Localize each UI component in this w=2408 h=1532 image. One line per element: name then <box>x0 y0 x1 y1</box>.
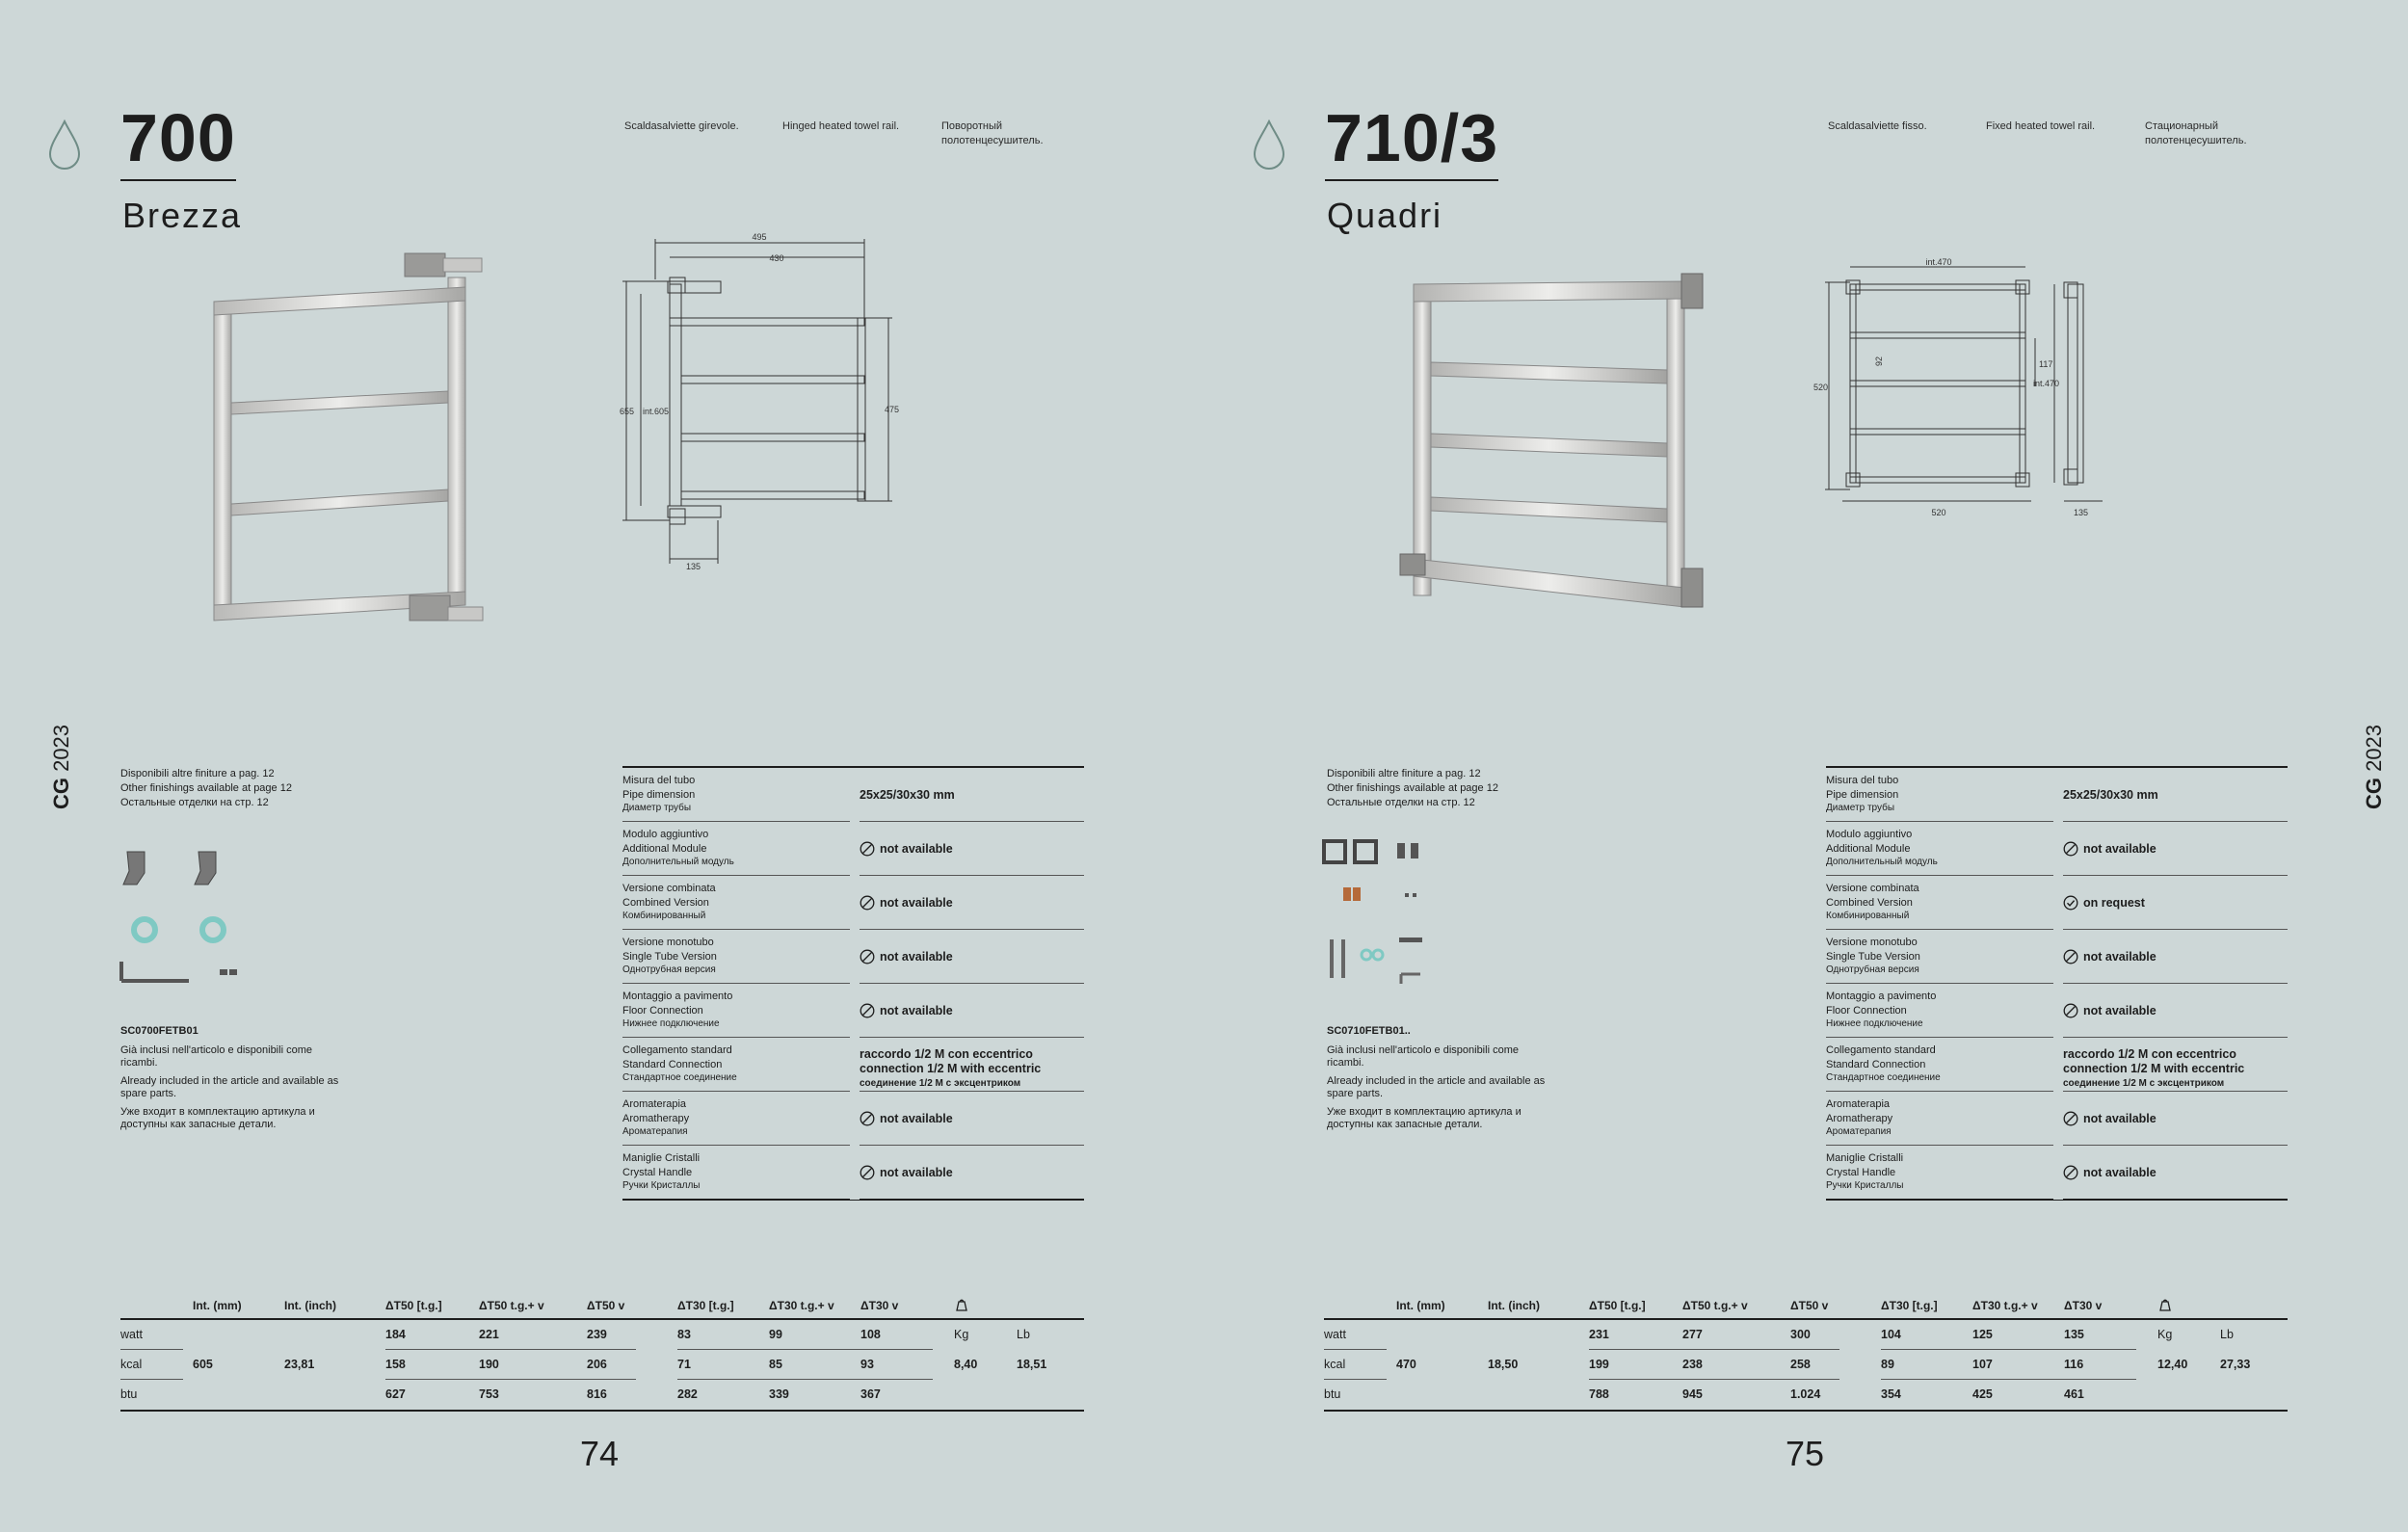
spec-label: Montaggio a pavimento Floor Connection Нижнее подключение <box>1826 991 1937 1029</box>
finishes-note: Disponibili altre finiture a pag. 12 Other finishings available at page 12 Остальные отделки на стр. 12 <box>1327 768 1498 808</box>
spec-row <box>622 1146 1084 1201</box>
kg-label: Kg <box>2157 1328 2173 1341</box>
weight-kg: 12,40 <box>2157 1358 2188 1371</box>
spec-value: not available <box>860 882 1084 924</box>
spec-row <box>622 930 1084 984</box>
table-cell: 231 <box>1589 1328 1609 1341</box>
column-header: ΔT50 v <box>587 1299 625 1312</box>
spec-label: Maniglie Cristalli Crystal Handle Ручки Кристаллы <box>622 1152 701 1191</box>
description-en: Hinged heated towel rail. <box>782 120 900 132</box>
column-header: ΔT50 t.g.+ v <box>479 1299 544 1312</box>
description-en: Fixed heated towel rail. <box>1986 120 2096 132</box>
technical-drawing <box>1813 255 2139 525</box>
side-label: CG 2023 <box>49 724 74 810</box>
column-header: ΔT30 t.g.+ v <box>769 1299 834 1312</box>
spec-label: Montaggio a pavimento Floor Connection Нижнее подключение <box>622 991 733 1029</box>
spec-value: on request <box>2063 882 2288 924</box>
spec-label: Versione monotubo Single Tube Version Однотрубная версия <box>1826 937 1920 975</box>
table-cell: 108 <box>860 1328 881 1341</box>
not-available-icon <box>2063 1111 2078 1126</box>
side-label: CG 2023 <box>2362 724 2387 810</box>
table-cell: 788 <box>1589 1387 1609 1401</box>
not-available-icon <box>860 895 875 911</box>
spec-value: not available <box>2063 828 2288 870</box>
column-header: Int. (mm) <box>193 1299 242 1312</box>
allen-key-icon <box>1401 974 1420 984</box>
spec-table <box>1826 766 2288 1201</box>
table-cell: 945 <box>1682 1387 1703 1401</box>
spec-row <box>1826 768 2288 822</box>
spec-value: not available <box>2063 990 2288 1032</box>
lb-label: Lb <box>1017 1328 1030 1341</box>
table-cell: 199 <box>1589 1358 1609 1371</box>
svg-text:int.470: int.470 <box>1925 257 1952 267</box>
not-available-icon <box>860 841 875 857</box>
finishes-note: Disponibili altre finiture a pag. 12 Other finishings available at page 12 Остальные отделки на стр. 12 <box>120 768 292 808</box>
model-name: Brezza <box>122 196 243 235</box>
description-ru: Поворотный полотенцесушитель. <box>941 120 1044 146</box>
spec-label: Misura del tubo Pipe dimension Диаметр трубы <box>622 775 696 813</box>
table-cell: 83 <box>677 1328 691 1341</box>
spec-row <box>1826 984 2288 1038</box>
column-header: ΔT50 [t.g.] <box>1589 1299 1646 1312</box>
table-cell: 89 <box>1881 1358 1894 1371</box>
table-cell: 354 <box>1881 1387 1901 1401</box>
square-cap-icon <box>1324 841 1376 862</box>
spec-value: not available <box>860 1097 1084 1140</box>
unit-label: kcal <box>120 1358 143 1371</box>
table-cell: 158 <box>385 1358 406 1371</box>
spec-row <box>1826 930 2288 984</box>
performance-table <box>120 1291 1084 1412</box>
table-cell: 184 <box>385 1328 406 1341</box>
kg-label: Kg <box>954 1328 969 1341</box>
int-inch: 23,81 <box>284 1358 315 1371</box>
not-available-icon <box>860 1165 875 1180</box>
unit-label: watt <box>120 1328 143 1341</box>
not-available-icon <box>860 949 875 964</box>
not-available-icon <box>2063 841 2078 857</box>
weight-kg: 8,40 <box>954 1358 978 1371</box>
spec-row <box>622 1038 1084 1092</box>
spec-label: Modulo aggiuntivo Additional Module Дополнительный модуль <box>1826 829 1938 867</box>
table-row <box>1324 1380 2288 1412</box>
spec-label: Aromaterapia Aromatherapy Ароматерапия <box>1826 1098 1893 1137</box>
spec-table <box>622 766 1084 1201</box>
column-header: ΔT30 [t.g.] <box>1881 1299 1938 1312</box>
unit-label: kcal <box>1324 1358 1346 1371</box>
spec-value: 25x25/30x30 mm <box>860 788 955 802</box>
column-header: Int. (inch) <box>1488 1299 1540 1312</box>
spare-code: SC0700FETB01 <box>120 1025 198 1037</box>
spec-label: Modulo aggiuntivo Additional Module Дополнительный модуль <box>622 829 734 867</box>
spec-value: not available <box>2063 1151 2288 1194</box>
spare-parts-image <box>1320 833 1474 1007</box>
table-cell: 107 <box>1972 1358 1993 1371</box>
small-parts-icon <box>1399 938 1422 942</box>
spare-code: SC0710FETB01.. <box>1327 1025 1411 1037</box>
spec-value: not available <box>860 990 1084 1032</box>
spec-label: Versione combinata Combined Version Комбинированный <box>622 883 716 921</box>
table-row <box>1324 1320 2288 1350</box>
technical-drawing <box>617 231 906 573</box>
spec-row <box>1826 1146 2288 1201</box>
spec-label: Maniglie Cristalli Crystal Handle Ручки Кристаллы <box>1826 1152 1904 1191</box>
table-cell: 461 <box>2064 1387 2084 1401</box>
int-mm: 605 <box>193 1358 213 1371</box>
column-header: ΔT30 [t.g.] <box>677 1299 734 1312</box>
spec-row <box>622 768 1084 822</box>
spec-value: not available <box>2063 936 2288 978</box>
fitting-icon <box>1397 843 1418 858</box>
spec-row <box>1826 876 2288 930</box>
model-name: Quadri <box>1327 196 1443 235</box>
catalog-page-75 <box>1204 0 2408 1532</box>
spec-label: Versione combinata Combined Version Комбинированный <box>1826 883 1919 921</box>
water-drop-icon <box>48 119 81 170</box>
table-row <box>1324 1350 2288 1380</box>
table-cell: 425 <box>1972 1387 1993 1401</box>
spec-row <box>622 1092 1084 1146</box>
table-cell: 753 <box>479 1387 499 1401</box>
spec-value: not available <box>860 1151 1084 1194</box>
table-cell: 367 <box>860 1387 881 1401</box>
on-request-icon <box>2063 895 2078 911</box>
spec-row <box>1826 1092 2288 1146</box>
water-drop-icon <box>1253 119 1285 170</box>
allen-key-icon <box>121 962 237 981</box>
unit-label: watt <box>1324 1328 1346 1341</box>
table-cell: 1.024 <box>1790 1387 1821 1401</box>
copper-fitting-icon <box>1343 887 1361 901</box>
screw-icon <box>1405 893 1416 897</box>
model-number: 710/3 <box>1325 104 1498 181</box>
weight-lb: 27,33 <box>2220 1358 2251 1371</box>
table-cell: 135 <box>2064 1328 2084 1341</box>
svg-text:520: 520 <box>1931 508 1946 517</box>
spec-row <box>622 984 1084 1038</box>
page-number: 75 <box>1786 1434 1825 1473</box>
description-ru: Стационарный полотенцесушитель. <box>2145 120 2247 146</box>
unit-label: btu <box>1324 1387 1341 1401</box>
spec-value: not available <box>860 828 1084 870</box>
spec-row <box>622 876 1084 930</box>
spec-label: Collegamento standard Standard Connection Стандартное соединение <box>622 1044 737 1083</box>
column-header: Int. (mm) <box>1396 1299 1445 1312</box>
description-it: Scaldasalviette fisso. <box>1828 120 1927 132</box>
bolt-icon <box>1330 939 1345 978</box>
washer-ring-icon <box>134 919 224 940</box>
table-cell: 116 <box>2064 1358 2084 1371</box>
weight-icon <box>954 1297 969 1312</box>
int-mm: 470 <box>1396 1358 1416 1371</box>
spec-label: Collegamento standard Standard Connection Стандартное соединение <box>1826 1044 1941 1083</box>
table-row <box>120 1320 1084 1350</box>
weight-lb: 18,51 <box>1017 1358 1047 1371</box>
page-number: 74 <box>580 1434 620 1473</box>
column-header: ΔT30 t.g.+ v <box>1972 1299 2038 1312</box>
product-photo <box>1392 270 1730 626</box>
lb-label: Lb <box>2220 1328 2234 1341</box>
table-cell: 258 <box>1790 1358 1811 1371</box>
column-header: ΔT30 v <box>860 1299 899 1312</box>
included-note: Già inclusi nell'articolo e disponibili come ricambi. Already included in the article and available as spare parts. Уже входит в комплектацию артикула и доступны как запасные детали. <box>1327 1044 1546 1130</box>
column-header: ΔT50 [t.g.] <box>385 1299 442 1312</box>
weight-icon <box>2157 1297 2173 1312</box>
column-header: ΔT50 t.g.+ v <box>1682 1299 1748 1312</box>
column-header: ΔT50 v <box>1790 1299 1829 1312</box>
not-available-icon <box>2063 1003 2078 1018</box>
unit-label: btu <box>120 1387 138 1401</box>
not-available-icon <box>2063 1165 2078 1180</box>
column-header: ΔT30 v <box>2064 1299 2103 1312</box>
svg-text:135: 135 <box>686 562 701 571</box>
spec-value: raccordo 1/2 M con eccentrico connection 1/2 M with eccentric соединение 1/2 M с эксцентриком <box>860 1047 1042 1089</box>
column-header: Int. (inch) <box>284 1299 336 1312</box>
description-it: Scaldasalviette girevole. <box>624 120 739 132</box>
table-row <box>120 1350 1084 1380</box>
table-cell: 300 <box>1790 1328 1811 1341</box>
not-available-icon <box>860 1003 875 1018</box>
table-cell: 190 <box>479 1358 499 1371</box>
table-header <box>120 1291 1084 1320</box>
table-cell: 93 <box>860 1358 874 1371</box>
table-cell: 239 <box>587 1328 607 1341</box>
int-inch: 18,50 <box>1488 1358 1519 1371</box>
table-cell: 277 <box>1682 1328 1703 1341</box>
table-cell: 627 <box>385 1387 406 1401</box>
table-cell: 816 <box>587 1387 607 1401</box>
table-cell: 71 <box>677 1358 691 1371</box>
svg-text:655: 655 <box>620 407 635 416</box>
spec-value: 25x25/30x30 mm <box>2063 788 2158 802</box>
model-number: 700 <box>120 104 236 181</box>
table-cell: 282 <box>677 1387 698 1401</box>
table-header <box>1324 1291 2288 1320</box>
spec-row <box>1826 822 2288 876</box>
table-cell: 221 <box>479 1328 499 1341</box>
table-cell: 125 <box>1972 1328 1993 1341</box>
table-cell: 99 <box>769 1328 782 1341</box>
svg-text:430: 430 <box>769 253 784 263</box>
spec-value: raccordo 1/2 M con eccentrico connection 1/2 M with eccentric соединение 1/2 M с эксцентриком <box>2063 1047 2245 1089</box>
product-photo <box>202 249 501 634</box>
included-note: Già inclusi nell'articolo e disponibili come ricambi. Already included in the article and available as spare parts. Уже входит в комплектацию артикула и доступны как запасные детали. <box>120 1044 339 1130</box>
table-cell: 104 <box>1881 1328 1901 1341</box>
spec-label: Versione monotubo Single Tube Version Однотрубная версия <box>622 937 717 975</box>
svg-text:int.605: int.605 <box>643 407 670 416</box>
svg-text:117: 117 <box>2039 359 2053 369</box>
spare-parts-image <box>116 838 251 1002</box>
table-cell: 206 <box>587 1358 607 1371</box>
spec-value: not available <box>860 936 1084 978</box>
table-cell: 238 <box>1682 1358 1703 1371</box>
table-cell: 339 <box>769 1387 789 1401</box>
performance-table <box>1324 1291 2288 1412</box>
svg-text:475: 475 <box>885 405 900 414</box>
table-cell: 85 <box>769 1358 782 1371</box>
not-available-icon <box>860 1111 875 1126</box>
svg-text:135: 135 <box>2074 508 2089 517</box>
table-row <box>120 1380 1084 1412</box>
svg-text:int.470: int.470 <box>2033 379 2060 388</box>
valve-fitting-icon <box>123 852 216 885</box>
not-available-icon <box>2063 949 2078 964</box>
svg-text:92: 92 <box>1874 356 1884 366</box>
spec-value: not available <box>2063 1097 2288 1140</box>
spec-row <box>622 822 1084 876</box>
svg-text:495: 495 <box>752 232 767 242</box>
spec-row <box>1826 1038 2288 1092</box>
spec-label: Misura del tubo Pipe dimension Диаметр трубы <box>1826 775 1899 813</box>
svg-text:520: 520 <box>1813 383 1829 392</box>
washer-ring-icon <box>1362 950 1383 960</box>
spec-label: Aromaterapia Aromatherapy Ароматерапия <box>622 1098 690 1137</box>
